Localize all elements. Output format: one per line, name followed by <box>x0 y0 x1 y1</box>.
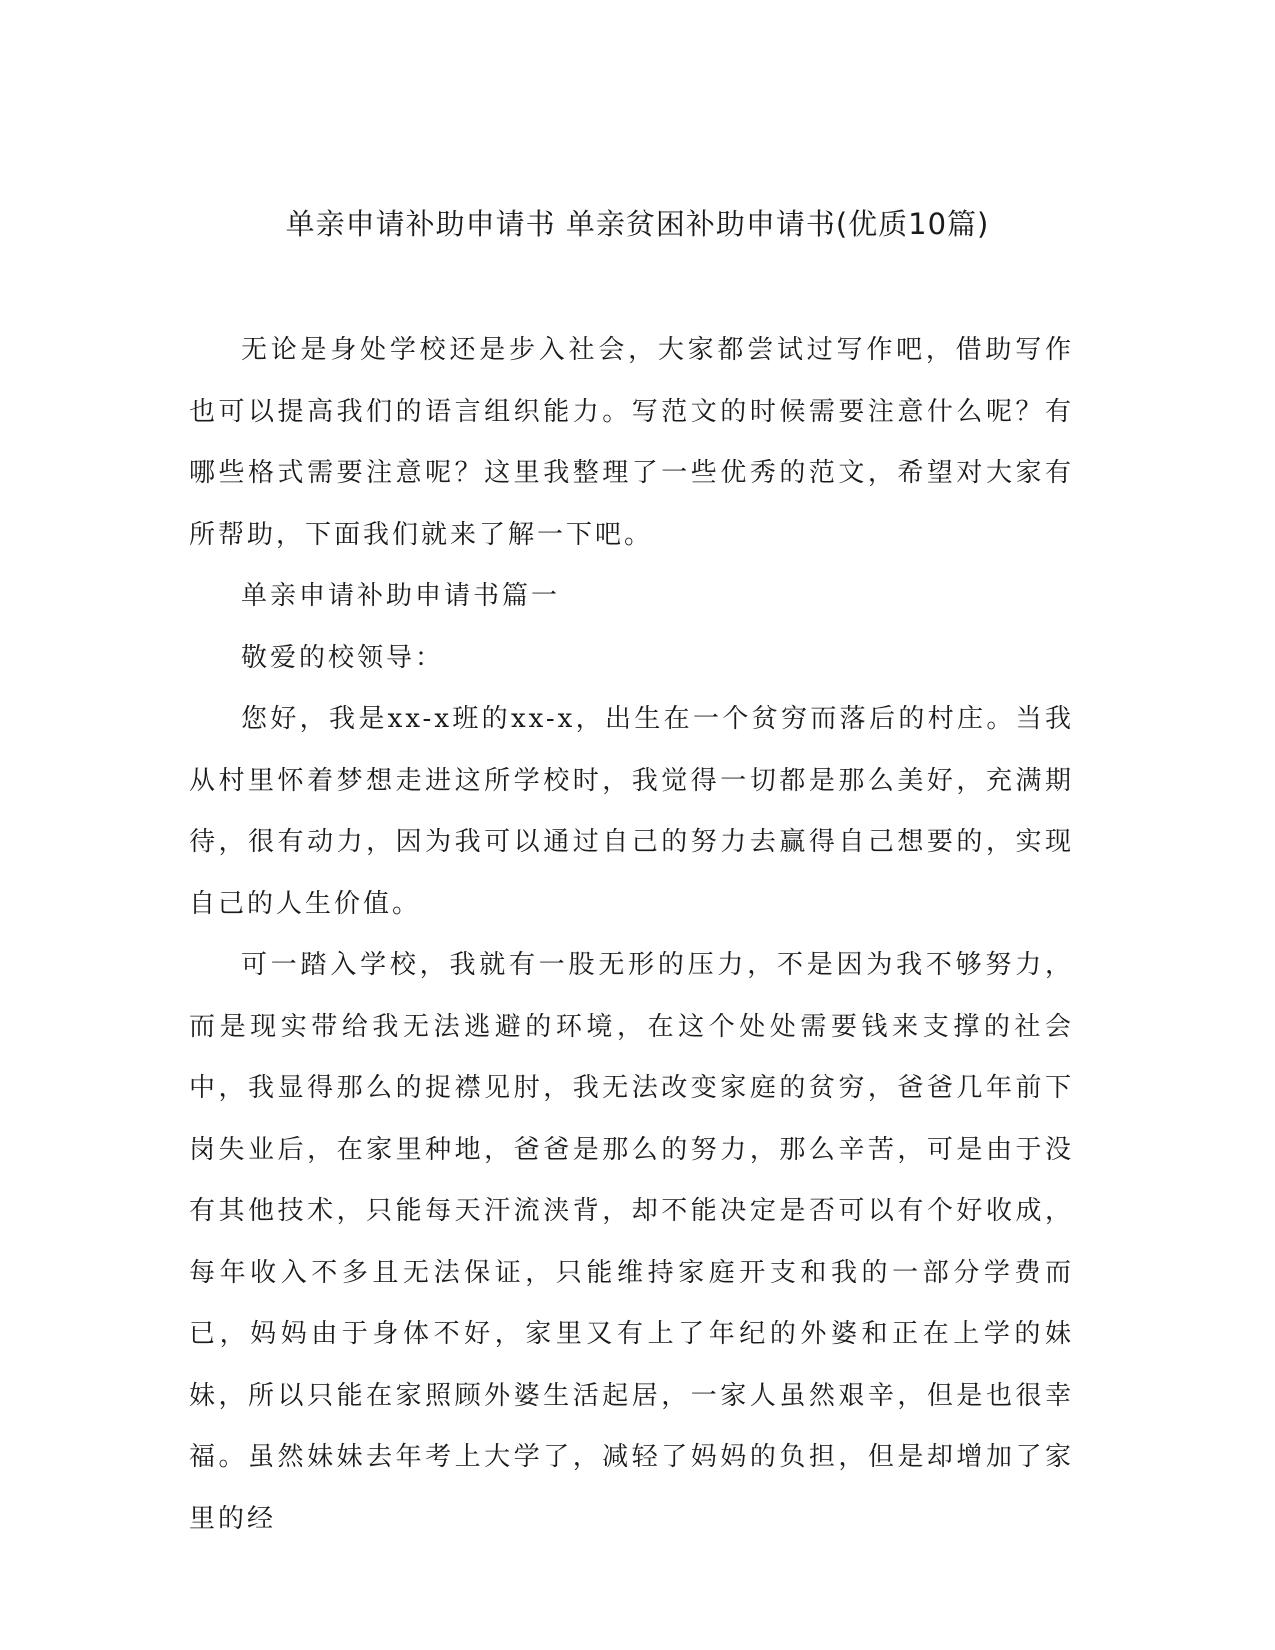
document-title: 单亲申请补助申请书 单亲贫困补助申请书(优质10篇) <box>285 207 990 241</box>
paragraph-family-situation: 可一踏入学校，我就有一股无形的压力，不是因为我不够努力，而是现实带给我无法逃避的环境，在这个处处需要钱来支撑的社会中，我显得那么的捉襟见肘，我无法改变家庭的贫穷，爸爸几年前下岗失业后，在家里种地，爸爸是那么的努力，那么辛苦，可是由于没有其他技术，只能每天汗流浃背，却不能决定是否可以有个好收成，每年收入不多且无法保证，只能维持家庭开支和我的一部分学费而已，妈妈由于身体不好，家里又有上了年纪的外婆和正在上学的妹妹，所以只能在家照顾外婆生活起居，一家人虽然艰辛，但是也很幸福。虽然妹妹去年考上大学了，减轻了妈妈的负担，但是却增加了家里的经 <box>189 950 1074 1534</box>
paragraph-intro: 无论是身处学校还是步入社会，大家都尝试过写作吧，借助写作也可以提高我们的语言组织能力。写范文的时候需要注意什么呢？有哪些格式需要注意呢？这里我整理了一些优秀的范文，希望对大家有所帮助，下面我们就来了解一下吧。 <box>189 335 1074 550</box>
salutation: 敬爱的校领导： <box>241 642 445 673</box>
section-heading: 单亲申请补助申请书篇一 <box>241 581 561 611</box>
document-body <box>189 320 1074 1550</box>
paragraph-self-intro: 您好，我是xx-x班的xx-x，出生在一个贫穷而落后的村庄。当我从村里怀着梦想走进这所学校时，我觉得一切都是那么美好，充满期待，很有动力，因为我可以通过自己的努力去赢得自己想要的，实现自己的人生价值。 <box>189 704 1074 919</box>
